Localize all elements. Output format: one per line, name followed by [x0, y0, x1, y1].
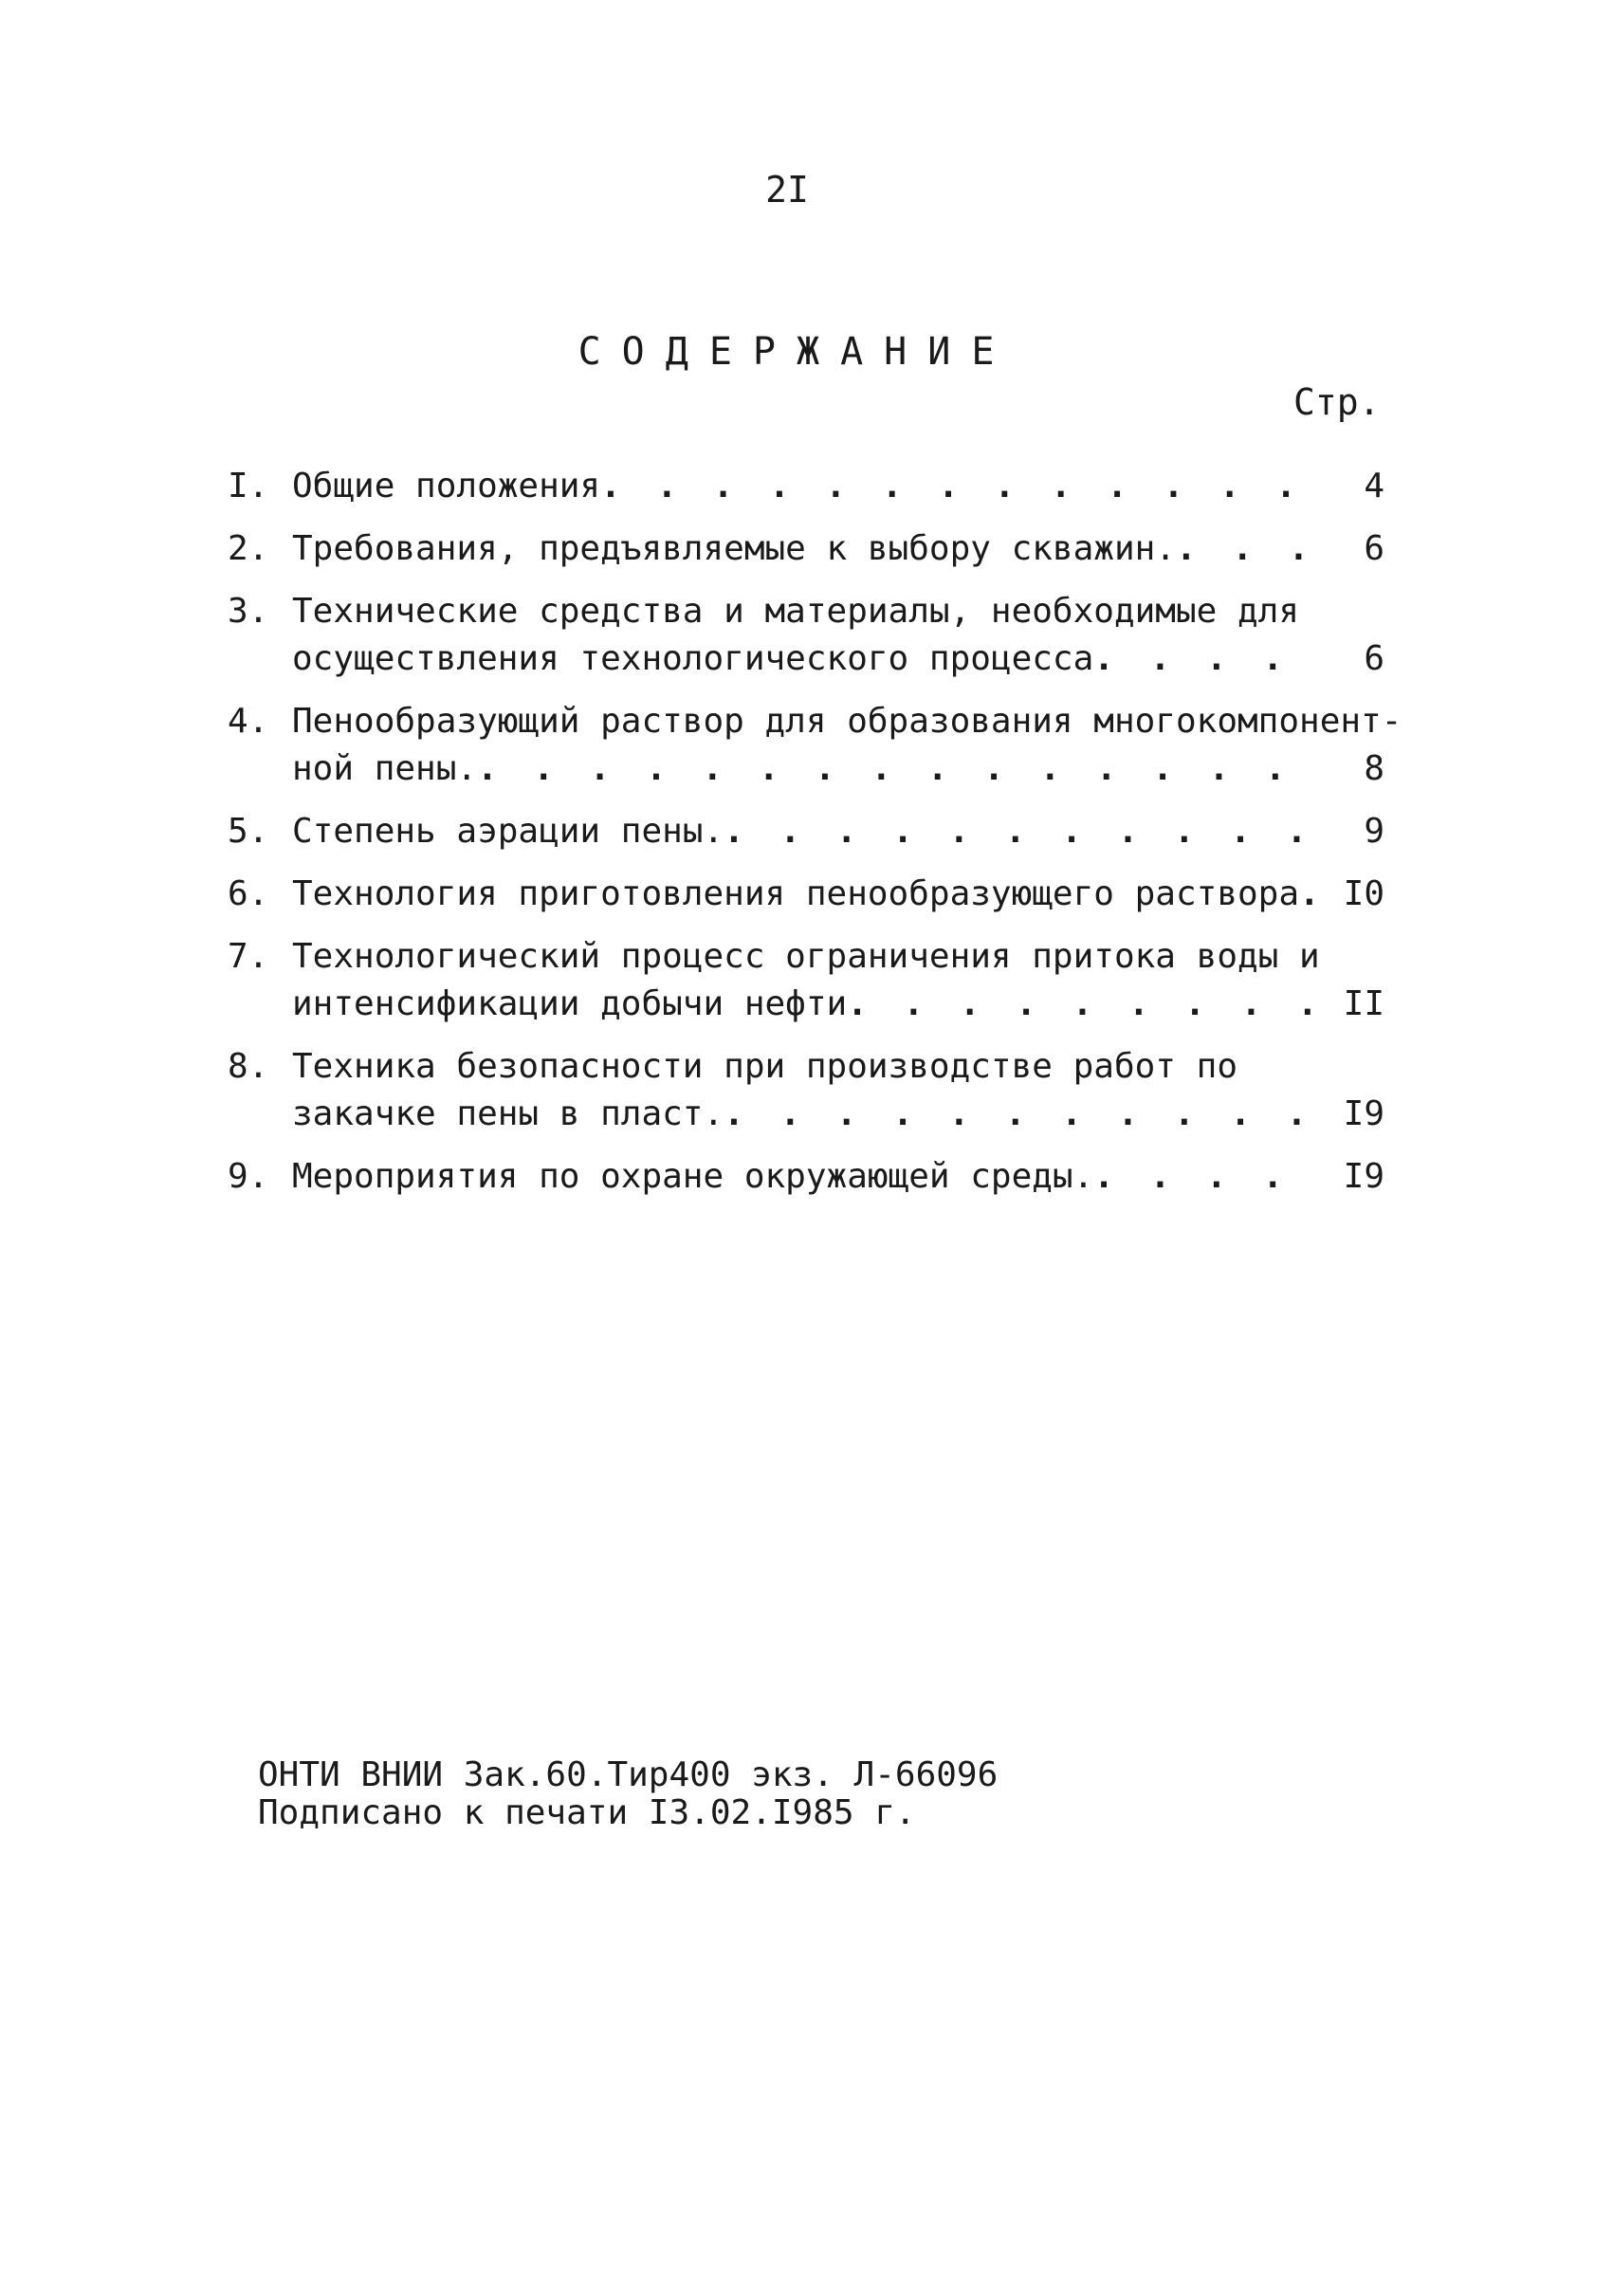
page-column-label: Стр. — [1293, 381, 1381, 423]
toc-entry-page: II — [1343, 984, 1384, 1023]
toc-entry-title: Мероприятия по охране окружающей среды. — [292, 1157, 1094, 1196]
table-of-contents — [228, 463, 1402, 1216]
toc-entry-number: 4. — [228, 702, 269, 741]
toc-entry-number: 8. — [228, 1047, 269, 1086]
toc-entry — [228, 1043, 1384, 1138]
dot-leader — [600, 463, 1318, 510]
toc-entry-title-continuation: интенсификации добычи нефти — [292, 984, 848, 1023]
dot-leader — [724, 1091, 1318, 1138]
toc-entry — [228, 588, 1384, 683]
toc-entry-number: 5. — [228, 812, 269, 851]
toc-entry-page: 8 — [1364, 749, 1384, 788]
toc-entry — [228, 808, 1384, 855]
toc-entry-page: 9 — [1364, 812, 1384, 851]
toc-entry-page: I9 — [1343, 1094, 1384, 1133]
toc-entry-page: I9 — [1343, 1157, 1384, 1196]
toc-entry-number: 9. — [228, 1157, 269, 1196]
toc-entry-number: 6. — [228, 874, 269, 913]
dot-leader — [724, 808, 1318, 855]
toc-entry-title: Технологический процесс ограничения притока воды и — [292, 937, 1320, 976]
toc-entry-number: 7. — [228, 937, 269, 976]
toc-entry — [228, 1153, 1384, 1201]
toc-entry-number: 3. — [228, 592, 269, 631]
document-title: СОДЕРЖАНИЕ — [577, 330, 1016, 374]
imprint-block — [258, 1756, 998, 1832]
toc-entry-page: 6 — [1364, 639, 1384, 678]
toc-entry-title: Общие положения — [292, 467, 601, 505]
toc-entry-number: I. — [228, 467, 269, 505]
dot-leader — [847, 981, 1318, 1028]
toc-entry-title: Пенообразующий раствор для образования многокомпонент- — [292, 702, 1402, 741]
toc-entry-title: Требования, предъявляемые к выбору скважин. — [292, 529, 1176, 568]
toc-entry-title: Технические средства и материалы, необходимые для — [292, 592, 1300, 631]
toc-entry — [228, 463, 1384, 510]
toc-entry-title-continuation: ной пены. — [292, 749, 478, 788]
dot-leader — [477, 745, 1318, 793]
toc-entry-title: Технология приготовления пенообразующего раствора — [292, 874, 1300, 913]
toc-entry-title-continuation: закачке пены в пласт. — [292, 1094, 724, 1133]
toc-entry-page: I0 — [1343, 874, 1384, 913]
dot-leader — [1299, 871, 1318, 918]
toc-entry — [228, 871, 1384, 918]
dot-leader — [1093, 635, 1318, 683]
imprint-line-order: ОНТИ ВНИИ Зак.60.Тир400 экз. Л-66096 — [258, 1755, 999, 1794]
toc-entry — [228, 525, 1384, 573]
toc-entry-title-continuation: осуществления технологического процесса — [292, 639, 1094, 678]
dot-leader — [1176, 525, 1318, 573]
toc-entry-number: 2. — [228, 529, 269, 568]
page-number: 2I — [765, 169, 809, 211]
toc-entry — [228, 698, 1402, 793]
toc-entry-page: 4 — [1364, 467, 1384, 505]
imprint-line-signed: Подписано к печати I3.02.I985 г. — [258, 1793, 916, 1832]
toc-entry-title: Техника безопасности при производстве работ по — [292, 1047, 1237, 1086]
dot-leader — [1093, 1153, 1318, 1201]
toc-entry-title: Степень аэрации пены. — [292, 812, 724, 851]
toc-entry — [228, 933, 1384, 1028]
toc-entry-page: 6 — [1364, 529, 1384, 568]
